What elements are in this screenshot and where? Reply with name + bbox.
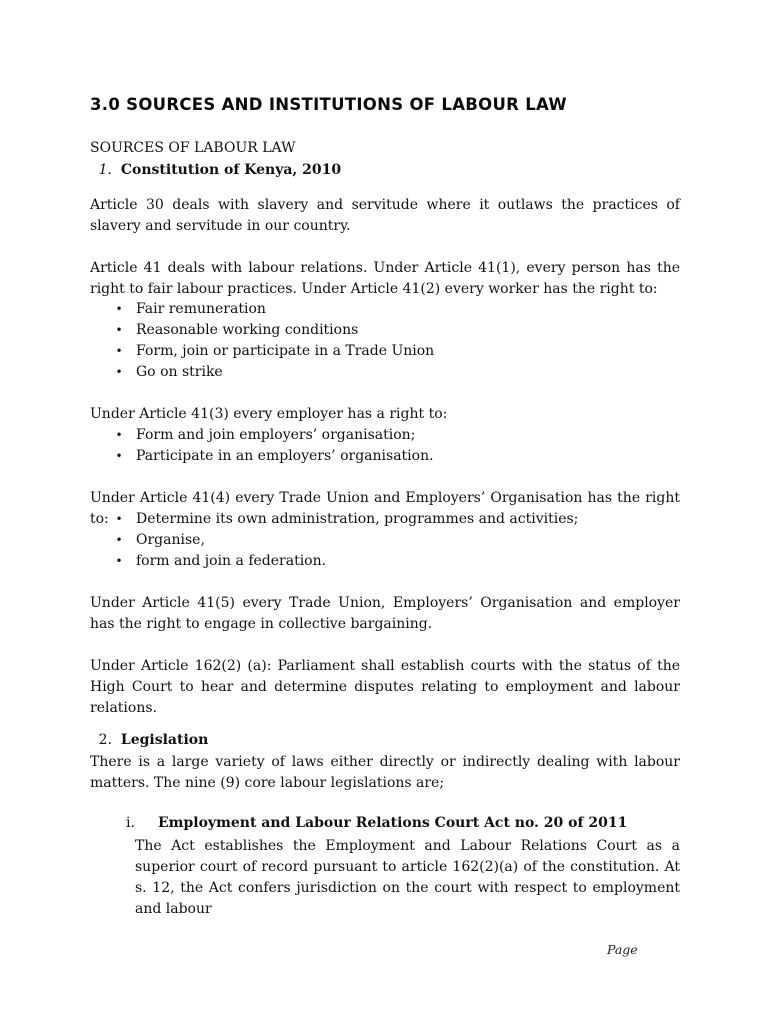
list-number: 1. [98, 162, 112, 178]
page-footer: Page [607, 942, 638, 957]
paragraph-article-41-4: Under Article 41(4) every Trade Union and Employers’ Organisation has the right to: [90, 490, 680, 527]
list-item [90, 509, 680, 530]
list-item-text: form and join a federation. [136, 553, 327, 569]
paragraph-article-30: Article 30 deals with slavery and servitude where it outlaws the practices of slavery and servitude in our country. [90, 197, 680, 234]
page-title: 3.0 SOURCES AND INSTITUTIONS OF LABOUR LAW [90, 95, 567, 114]
list-item-text: Participate in an employers’ organisation. [136, 448, 434, 464]
bullet-icon: • [115, 428, 123, 442]
bullet-list-employer-rights [90, 425, 680, 467]
subheading-label: Employment and Labour Relations Court Act no. 20 of 2011 [158, 815, 628, 831]
roman-subheading-elrc-act [126, 815, 627, 831]
list-item-text: Reasonable working conditions [136, 322, 359, 338]
bullet-icon: • [115, 512, 123, 526]
list-item-text: Go on strike [136, 364, 223, 380]
list-item [90, 425, 680, 446]
bullet-icon: • [115, 344, 123, 358]
list-item [90, 362, 680, 383]
bullet-list-worker-rights [90, 299, 680, 383]
list-item [90, 320, 680, 341]
list-number: 2. [98, 732, 112, 748]
paragraph-legislation: There is a large variety of laws either directly or indirectly dealing with labour matters. The nine (9) core labour legislations are; [90, 754, 680, 791]
paragraph-article-41-3: Under Article 41(3) every employer has a right to: [90, 406, 448, 422]
roman-number: i. [126, 815, 135, 831]
paragraph-elrc-act: The Act establishes the Employment and Labour Relations Court as a superior court of record pursuant to article 162(2)(a) of the constitution. At s. 12, the Act confers jurisdiction on the court with respect to employment and labour [135, 838, 680, 917]
bullet-icon: • [115, 449, 123, 463]
bullet-icon: • [115, 533, 123, 547]
list-item-text: Organise, [136, 532, 205, 548]
list-item [90, 299, 680, 320]
list-item-text: Determine its own administration, programmes and activities; [136, 511, 579, 527]
heading-label: Constitution of Kenya, 2010 [120, 162, 342, 178]
bullet-icon: • [115, 554, 123, 568]
list-item-text: Fair remuneration [136, 301, 266, 317]
paragraph-article-162: Under Article 162(2) (a): Parliament shall establish courts with the status of the High Court to hear and determine disputes relating to employment and labour relations. [90, 658, 680, 716]
list-item-text: Form and join employers’ organisation; [136, 427, 416, 443]
bullet-icon: • [115, 302, 123, 316]
list-item-text: Form, join or participate in a Trade Union [136, 343, 435, 359]
bullet-icon: • [115, 323, 123, 337]
section-heading: SOURCES OF LABOUR LAW [90, 140, 296, 156]
numbered-heading-constitution [90, 162, 341, 178]
list-item [90, 446, 680, 467]
paragraph-article-41: Article 41 deals with labour relations. Under Article 41(1), every person has the right to fair labour practices. Under Article 41(2) every worker has the right to: [90, 260, 680, 297]
list-item [90, 530, 680, 551]
list-item [90, 341, 680, 362]
bullet-icon: • [115, 365, 123, 379]
paragraph-article-41-5: Under Article 41(5) every Trade Union, Employers’ Organisation and employer has the right to engage in collective bargaining. [90, 595, 680, 632]
numbered-heading-legislation [90, 732, 208, 748]
heading-label: Legislation [120, 732, 209, 748]
bullet-list-union-rights [90, 509, 680, 572]
list-item [90, 551, 680, 572]
